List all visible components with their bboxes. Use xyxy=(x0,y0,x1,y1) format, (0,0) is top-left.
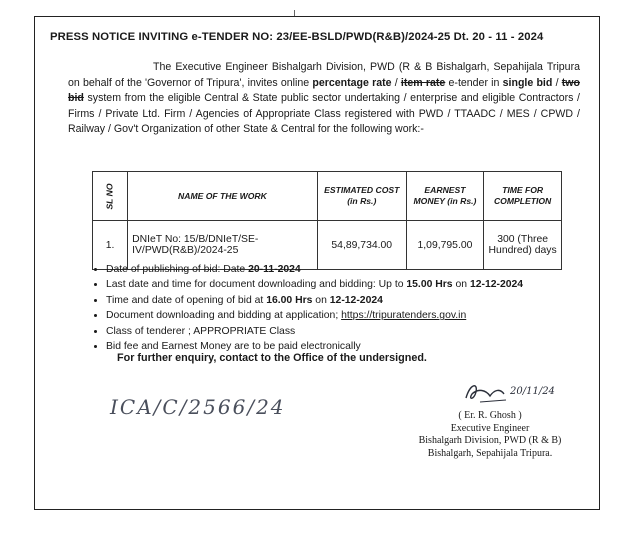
signature-image xyxy=(460,378,570,406)
cell-work-name: DNIeT No: 15/B/DNIeT/SE-IV/PWD(R&B)/2024-25 xyxy=(128,221,318,270)
list-item: • Class of tenderer ; APPROPRIATE Class xyxy=(106,324,606,339)
work-table-header xyxy=(93,172,562,221)
work-table xyxy=(92,171,562,270)
header-estimated-cost: ESTIMATED COST (in Rs.) xyxy=(317,172,406,221)
intro-text-1: The Executive Engineer Bishalgarh Division, PWD (R & B Bishalgarh, Sepahijala Tripura on behalf of the 'Governor of Tripura', invites online xyxy=(68,61,580,89)
list-item: • Date of publishing of bid: Date 20-11-2024 xyxy=(106,262,606,277)
notice-intro xyxy=(68,60,580,138)
notice-title: PRESS NOTICE INVITING e-TENDER NO: 23/EE-BSLD/PWD(R&B)/2024-25 Dt. 20 - 11 - 2024 xyxy=(50,31,544,43)
signature-underline xyxy=(480,400,506,402)
signatory-block xyxy=(405,410,575,460)
intro-sep-1: / xyxy=(391,76,401,89)
intro-text-2: e-tender in xyxy=(445,76,503,89)
intro-text-3: system from the eligible Central & State public sector undertaking / enterprise and eligible Contractors / Firms / Private Ltd. Firm / Agencies of Appropriate Class registered with PWD / TTAADC / MES / CPWD / Railway / Gov't Organization of other State & Central for the following work:- xyxy=(68,92,580,136)
cell-time-completion: 300 (Three Hundred) days xyxy=(484,221,562,270)
cell-estimated-cost: 54,89,734.00 xyxy=(317,221,406,270)
intro-sep-2: / xyxy=(552,76,562,89)
list-item: • Bid fee and Earnest Money are to be paid electronically xyxy=(106,339,606,354)
signature-date: 20/11/24 xyxy=(510,386,555,397)
cell-earnest-money: 1,09,795.00 xyxy=(406,221,484,270)
cell-sl: 1. xyxy=(93,221,128,270)
intro-strike-two-bid: two bid xyxy=(68,76,580,105)
signatory-division: Bishalgarh Division, PWD (R & B) xyxy=(418,435,562,447)
intro-bold-single-bid: single bid xyxy=(502,76,553,89)
header-sl-no: SL NO xyxy=(93,172,128,221)
handwritten-ref-text: ICA/C/2566/24 xyxy=(110,395,286,419)
tender-portal-link[interactable]: https://tripuratenders.gov.in xyxy=(341,310,467,322)
list-item: • Last date and time for document downloading and bidding: Up to 15.00 Hrs on 12-12-2024 xyxy=(106,277,606,292)
list-item: • Document downloading and bidding at application; https://tripuratenders.gov.in xyxy=(106,308,606,323)
intro-strike-item-rate: item rate xyxy=(400,76,446,89)
handwritten-reference xyxy=(108,392,288,422)
signatory-name: ( Er. R. Ghosh ) xyxy=(458,410,522,421)
enquiry-note: For further enquiry, contact to the Office of the undersigned. xyxy=(117,352,427,364)
signatory-place: Bishalgarh, Sepahijala Tripura. xyxy=(427,447,553,459)
signature-stroke xyxy=(466,386,504,399)
signatory-designation: Executive Engineer xyxy=(450,422,530,434)
header-earnest-money: EARNEST MONEY (in Rs.) xyxy=(406,172,484,221)
list-item: • Time and date of opening of bid at 16.00 Hrs on 12-12-2024 xyxy=(106,293,606,308)
header-time-completion: TIME FOR COMPLETION xyxy=(484,172,562,221)
tender-points-list xyxy=(92,262,606,354)
intro-bold-rate: percentage rate xyxy=(312,76,392,89)
header-name-of-work: NAME OF THE WORK xyxy=(128,172,318,221)
